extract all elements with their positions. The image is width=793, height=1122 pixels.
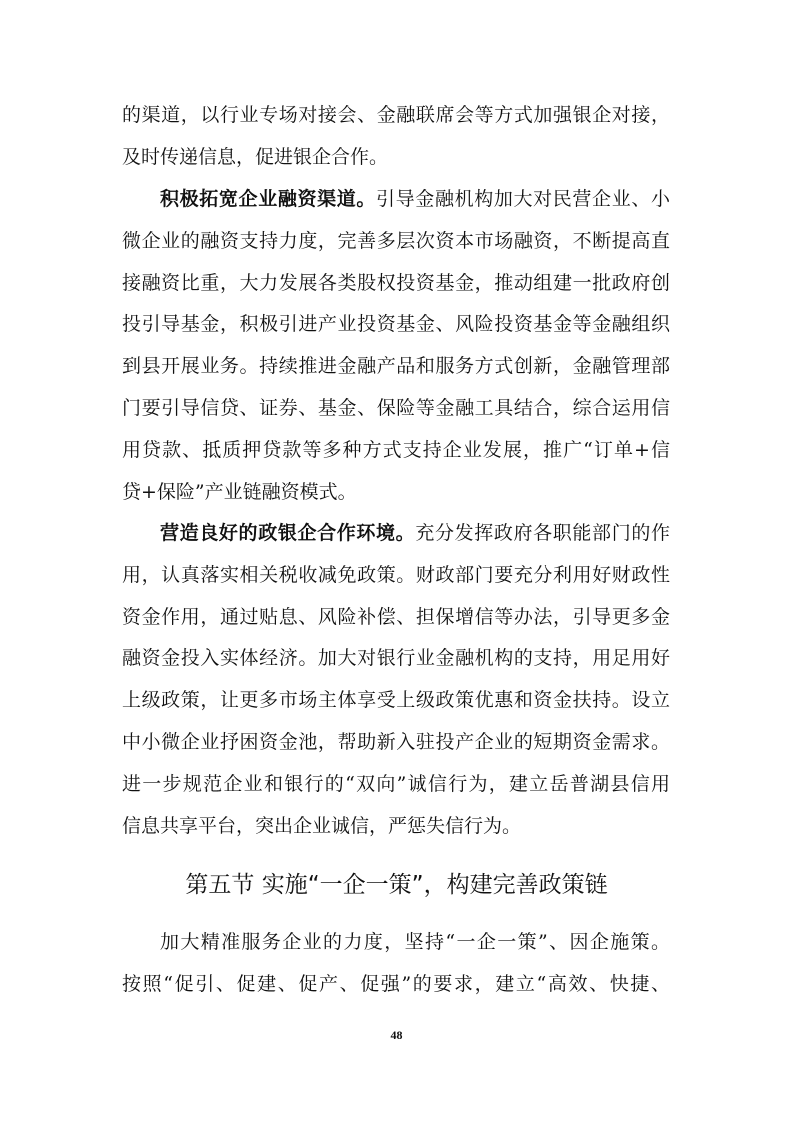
paragraph-line: 微企业的融资支持力度，完善多层次资本市场融资，不断提高直 xyxy=(122,229,670,252)
paragraph-first-line xyxy=(122,179,670,221)
paragraph-line: 的渠道，以行业专场对接会、金融联席会等方式加强银企对接， xyxy=(122,104,670,126)
paragraph-line: 上级政策，让更多市场主体享受上级政策优惠和资金扶持。设立 xyxy=(122,689,670,712)
paragraph-line: 按照“促引、促建、促产、促强”的要求，建立“高效、快捷、 xyxy=(122,972,670,995)
paragraph-line-text: 引导金融机构加大对民营企业、小 xyxy=(376,188,670,210)
paragraph-first-line xyxy=(122,513,670,555)
paragraph-line: 进一步规范企业和银行的“双向”诚信行为，建立岳普湖县信用 xyxy=(122,772,670,795)
paragraph-line: 门要引导信贷、证券、基金、保险等金融工具结合，综合运用信 xyxy=(122,396,670,419)
paragraph-line: 信息共享平台，突出企业诚信，严惩失信行为。 xyxy=(122,814,522,837)
paragraph-line: 中小微企业抒困资金池，帮助新入驻投产企业的短期资金需求。 xyxy=(122,730,670,753)
paragraph-2 xyxy=(122,179,670,513)
paragraph-lead-bold: 营造良好的政银企合作环境。 xyxy=(160,522,416,544)
paragraph-line-text: 充分发挥政府各职能部门的作 xyxy=(415,522,670,544)
section-heading: 第五节 实施“一企一策”，构建完善政策链 xyxy=(185,872,608,898)
paragraph-line: 融资金投入实体经济。加大对银行业金融机构的支持，用足用好 xyxy=(122,647,670,670)
paragraph-line: 用，认真落实相关税收减免政策。财政部门要充分利用好财政性 xyxy=(122,563,670,586)
paragraph-line: 贷+保险”产业链融资模式。 xyxy=(122,480,357,503)
paragraph-line: 及时传递信息，促进银企合作。 xyxy=(122,145,389,168)
page-number: 48 xyxy=(390,1028,403,1042)
paragraph-line: 投引导基金，积极引进产业投资基金、风险投资基金等金融组织 xyxy=(122,313,670,336)
paragraph-line: 到县开展业务。持续推进金融产品和服务方式创新，金融管理部 xyxy=(122,355,670,378)
paragraph-line: 用贷款、抵质押贷款等多种方式支持企业发展，推广“订单+信 xyxy=(122,438,670,461)
paragraph-first-line: 加大精准服务企业的力度，坚持“一企一策”、因企施策。 xyxy=(160,931,670,953)
paragraph-lead-bold: 积极拓宽企业融资渠道。 xyxy=(160,188,377,210)
paragraph-line: 资金作用，通过贴息、风险补偿、担保增信等办法，引导更多金 xyxy=(122,605,670,628)
paragraph-1 xyxy=(122,95,670,179)
paragraph-3 xyxy=(122,513,670,847)
paragraph-line: 接融资比重，大力发展各类股权投资基金，推动组建一批政府创 xyxy=(122,271,670,294)
paragraph-4 xyxy=(122,922,670,1006)
